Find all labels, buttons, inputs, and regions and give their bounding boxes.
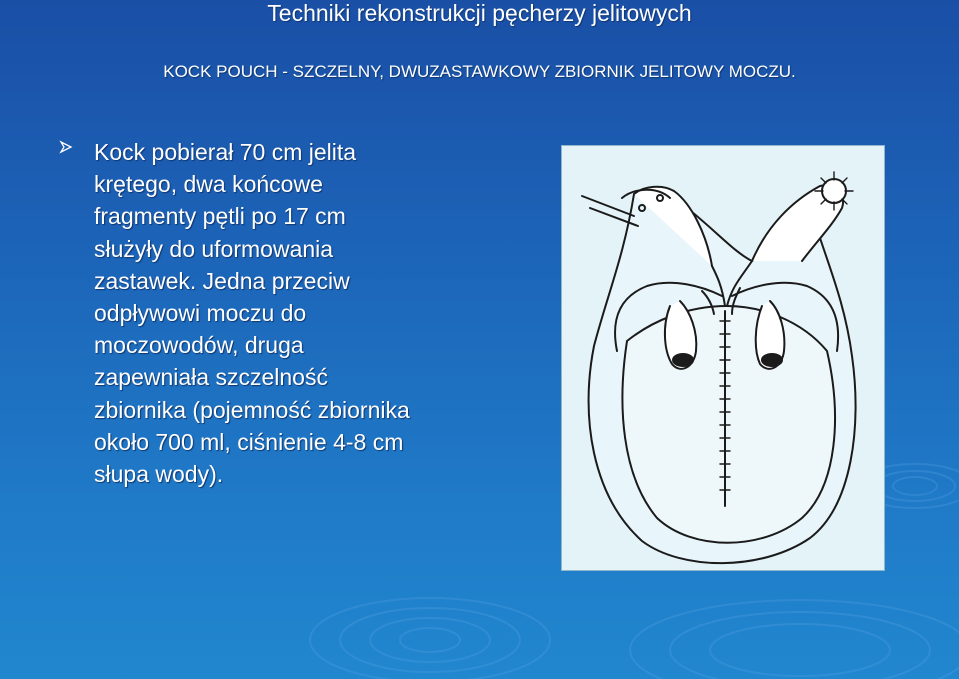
arrowhead-bullet-icon [59, 140, 73, 154]
bullet-line: krętego, dwa końcowe [94, 171, 323, 198]
bullet-line: odpływowi moczu do [94, 300, 307, 327]
bullet-line: moczowodów, druga [94, 332, 304, 359]
bullet-line: zapewniała szczelność [94, 364, 328, 391]
bullet-line: zbiornika (pojemność zbiornika [94, 396, 410, 423]
slide-title: Techniki rekonstrukcji pęcherzy jelitowych [267, 0, 692, 26]
bullet-line: słupa wody). [94, 461, 224, 488]
bullet-line: około 700 ml, ciśnienie 4-8 cm [94, 428, 404, 455]
kock-pouch-drawing [562, 146, 884, 570]
bullet-line: służyły do uformowania [94, 235, 334, 262]
slide-subtitle: KOCK POUCH - SZCZELNY, DWUZASTAWKOWY ZBIORNIK JELITOWY MOCZU. [163, 62, 796, 81]
kock-pouch-illustration [562, 146, 884, 570]
bullet-line: Kock pobierał 70 cm jelita [94, 139, 357, 165]
bullet-line: fragmenty pętli po 17 cm [94, 203, 346, 230]
bullet-text [94, 136, 484, 490]
bullet-line: zastawek. Jedna przeciw [94, 267, 350, 294]
